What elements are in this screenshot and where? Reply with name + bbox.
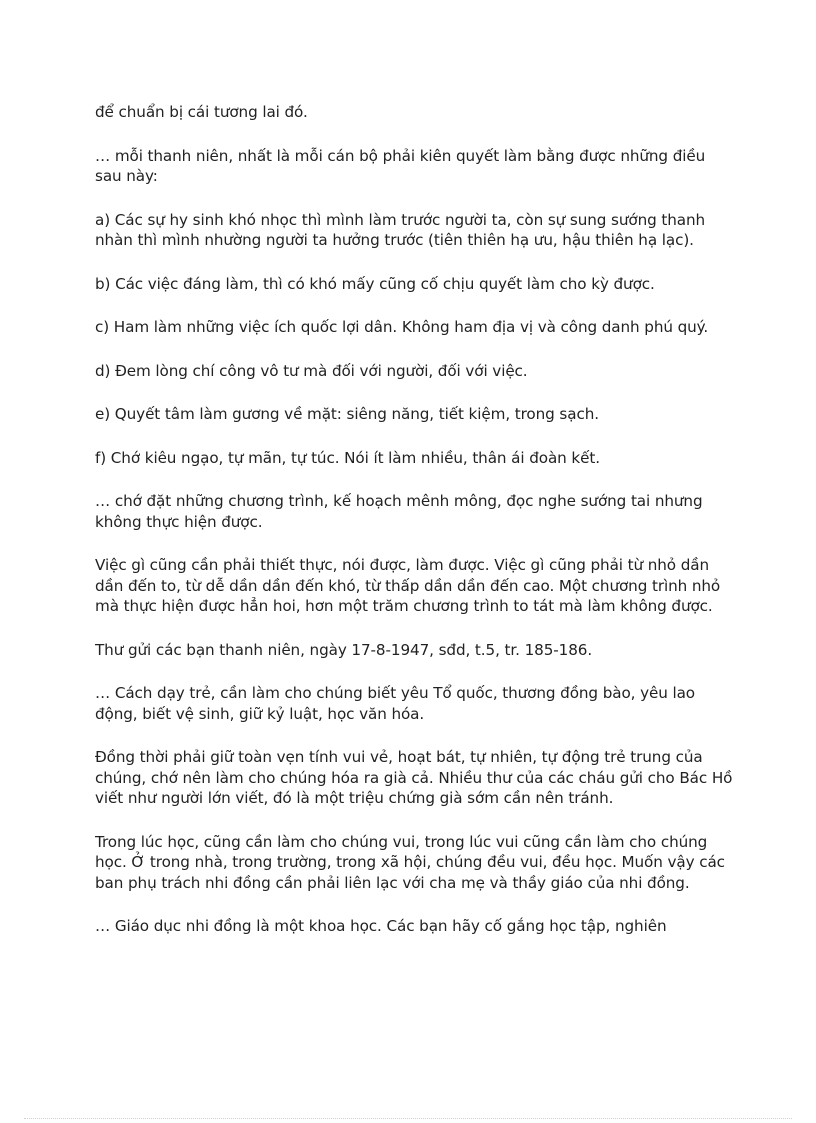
paragraph-1: để chuẩn bị cái tương lai đó. [95, 103, 308, 121]
paragraph-9: … chớ đặt những chương trình, kế hoạch mênh mông, đọc nghe sướng tai nhưng không thực hiện được. [95, 492, 703, 531]
paragraph-8: f) Chớ kiêu ngạo, tự mãn, tự túc. Nói ít làm nhiều, thân ái đoàn kết. [95, 448, 600, 467]
paragraph-4: b) Các việc đáng làm, thì có khó mấy cũng cố chịu quyết làm cho kỳ được. [95, 274, 655, 293]
paragraph-2: … mỗi thanh niên, nhất là mỗi cán bộ phải kiên quyết làm bằng được những điều sau này: [95, 146, 706, 185]
paragraph-5: c) Ham làm những việc ích quốc lợi dân. Không ham địa vị và công danh phú quý. [95, 318, 709, 336]
citation-paragraph: Thư gửi các bạn thanh niên, ngày 17-8-1947, sđd, t.5, tr. 185-186. [95, 640, 593, 659]
paragraph-15: … Giáo dục nhi đồng là một khoa học. Các bạn hãy cố gắng học tập, nghiên [95, 917, 667, 935]
paragraph-10: Việc gì cũng cần phải thiết thực, nói được, làm được. Việc gì cũng phải từ nhỏ dần dần đến to, từ dễ dần dần đến khó, từ thấp dần dần đến cao. Một chương trình nhỏ mà thực hiện được hẳn hoi, hơn một trăm chương trình to tát mà làm không được. [95, 556, 721, 615]
paragraph-7: e) Quyết tâm làm gương về mặt: siêng năng, tiết kiệm, trong sạch. [95, 405, 599, 423]
paragraph-12: … Cách dạy trẻ, cần làm cho chúng biết yêu Tổ quốc, thương đồng bào, yêu lao động, biết vệ sinh, giữ kỷ luật, học văn hóa. [95, 684, 695, 723]
paragraph-3: a) Các sự hy sinh khó nhọc thì mình làm trước người ta, còn sự sung sướng thanh nhàn thì mình nhường người ta hưởng trước (tiên thiên hạ ưu, hậu thiên hạ lạc). [95, 210, 705, 249]
paragraph-14: Trong lúc học, cũng cần làm cho chúng vui, trong lúc vui cũng cần làm cho chúng học. Ở trong nhà, trong trường, trong xã hội, chúng đều vui, đều học. Muốn vậy các ban phụ trách nhi đồng cần phải liên lạc với cha mẹ và thầy giáo của nhi đồng. [95, 832, 725, 892]
paragraph-13: Đồng thời phải giữ toàn vẹn tính vui vẻ, hoạt bát, tự nhiên, tự động trẻ trung của chúng, chớ nên làm cho chúng hóa ra già cả. Nhiều thư của các cháu gửi cho Bác Hồ viết như người lớn viết, đó là một triệu chứng già sớm cần nên tránh. [95, 748, 733, 807]
page-bottom-divider [24, 1118, 792, 1119]
paragraph-6: d) Đem lòng chí công vô tư mà đối với người, đối với việc. [95, 361, 528, 380]
document-page [95, 102, 735, 960]
